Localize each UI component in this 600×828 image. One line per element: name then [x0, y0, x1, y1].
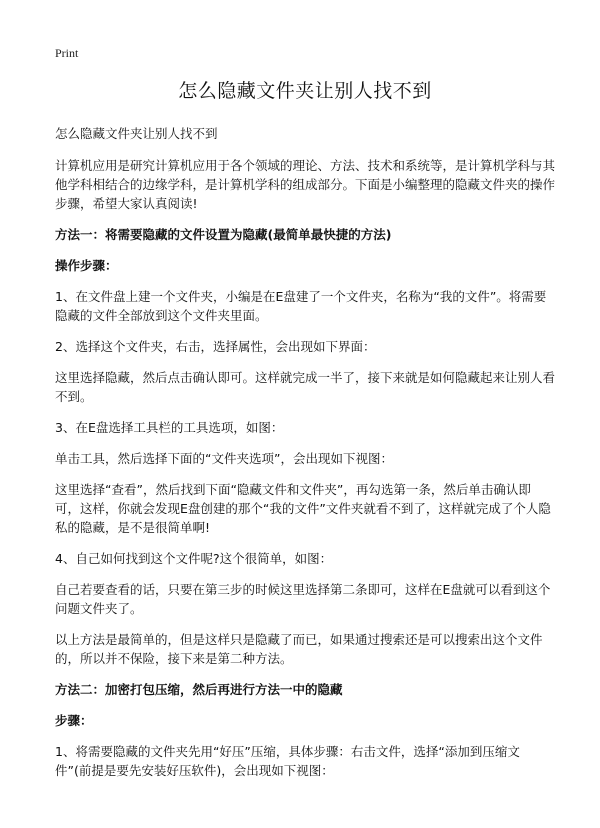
- method2-steps-heading: 步骤：: [55, 713, 93, 728]
- method1-paragraph: 1、在文件盘上建一个文件夹，小编是在E盘建了一个文件夹，名称为“我的文件”。将需要隐藏的文件全部放到这个文件夹里面。: [55, 289, 547, 323]
- method1-paragraph: 以上方法是最简单的，但是这样只是隐藏了而已，如果通过搜索还是可以搜索出这个文件的，所以并不保险，接下来是第二种方法。: [55, 632, 543, 666]
- method1-paragraph: 4、自己如何找到这个文件呢?这个很简单，如图：: [55, 551, 333, 566]
- method1-paragraph: 单击工具，然后选择下面的“文件夹选项”，会出现如下视图：: [55, 451, 393, 466]
- method1-paragraph: 这里选择隐藏，然后点击确认即可。这样就完成一半了，接下来就是如何隐藏起来让别人看不到。: [55, 370, 556, 404]
- method1-heading: 方法一：将需要隐藏的文件设置为隐藏(最简单最快捷的方法): [55, 227, 392, 242]
- intro-paragraph: 计算机应用是研究计算机应用于各个领域的理论、方法、技术和系统等，是计算机学科与其他学科相结合的边缘学科，是计算机学科的组成部分。下面是小编整理的隐藏文件夹的操作步骤，希望大家认真阅读!: [55, 158, 556, 211]
- method1-paragraph: 2、选择这个文件夹，右击，选择属性，会出现如下界面：: [55, 339, 376, 354]
- page-title: 怎么隐藏文件夹让别人找不到: [178, 80, 432, 102]
- method1-steps-heading: 操作步骤：: [55, 258, 118, 273]
- method1-paragraph: 这里选择“查看”，然后找到下面“隐藏文件和文件夹”，再勾选第一条，然后单击确认即可，这样，你就会发现E盘创建的那个“我的文件”文件夹就看不到了，这样就完成了个人隐私的隐藏，是不是很简单啊!: [55, 482, 551, 535]
- print-link[interactable]: Print: [55, 46, 79, 60]
- article-subtitle: 怎么隐藏文件夹让别人找不到: [55, 126, 218, 141]
- method2-heading: 方法二：加密打包压缩，然后再进行方法一中的隐藏: [55, 682, 343, 697]
- article: [55, 78, 555, 792]
- method1-paragraph: 3、在E盘选择工具栏的工具选项，如图：: [55, 420, 284, 435]
- method1-paragraph: 自己若要查看的话，只要在第三步的时候这里选择第二条即可，这样在E盘就可以看到这个问题文件夹了。: [55, 582, 551, 616]
- method2-paragraph: 1、将需要隐藏的文件夹先用“好压”压缩，具体步骤：右击文件，选择“添加到压缩文件”(前提是要先安装好压软件)，会出现如下视图：: [55, 744, 520, 778]
